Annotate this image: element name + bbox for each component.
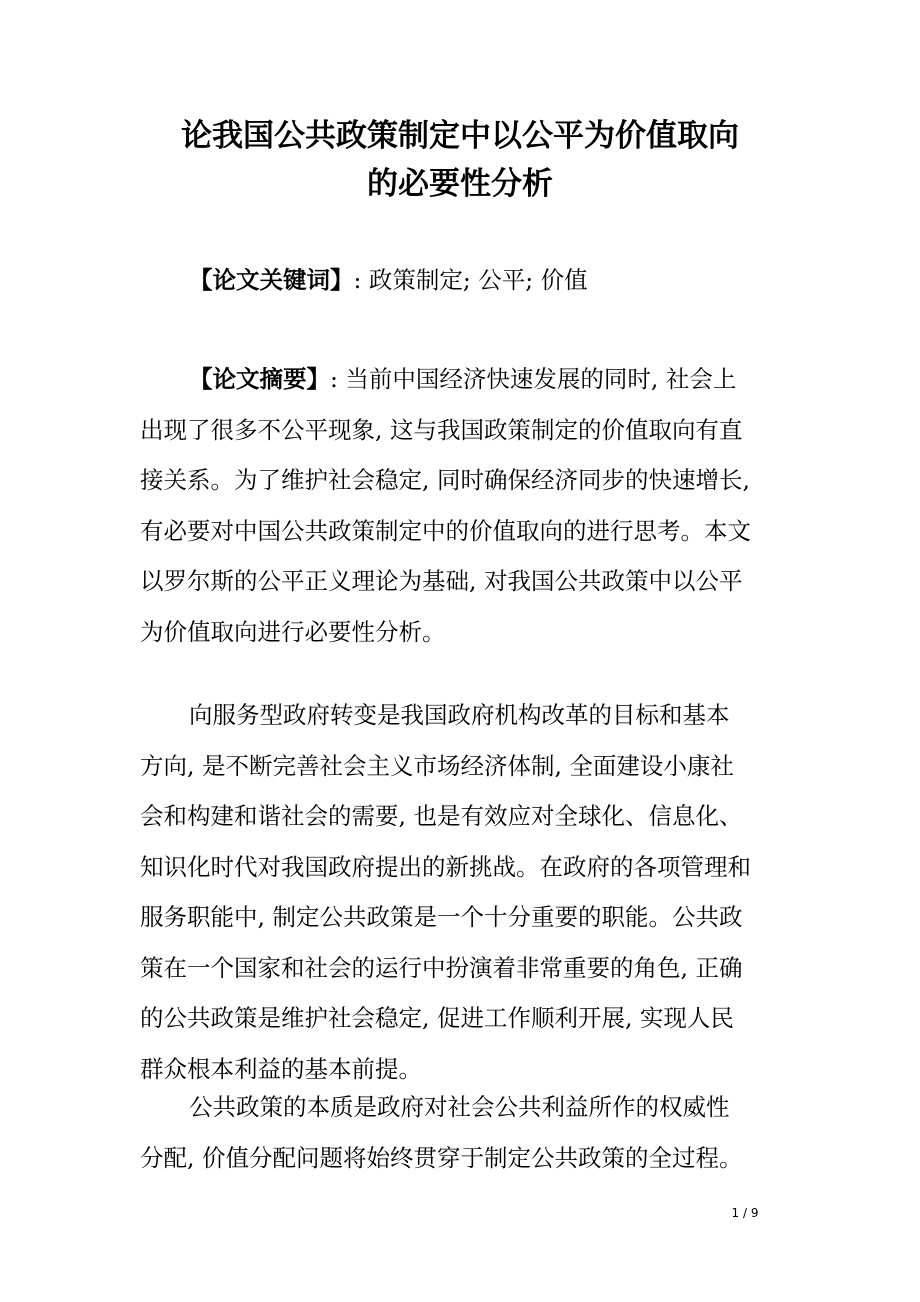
body-paragraph-1: [140, 690, 790, 1094]
title-line-2: 的必要性分析: [367, 166, 553, 202]
abstract-line: 出现了很多不公平现象, 这与我国政策制定的价值取向有直: [140, 415, 743, 444]
body-line: 群众根本利益的基本前提。: [140, 1054, 422, 1083]
abstract-label: 【论文摘要】: [189, 365, 330, 393]
body-line: 方向, 是不断完善社会主义市场经济体制, 全面建设小康社: [140, 751, 734, 780]
keywords-paragraph: [140, 255, 790, 306]
body-line: 向服务型政府转变是我国政府机构改革的目标和基本: [189, 701, 730, 729]
keywords-text: : 政策制定; 公平; 价值: [353, 266, 588, 294]
abstract-first-line: [140, 354, 790, 405]
abstract-line: 接关系。为了维护社会稳定, 同时确保经济同步的快速增长,: [140, 466, 750, 494]
body-line: 公共政策的本质是政府对社会公共利益所作的权威性: [189, 1093, 730, 1121]
body-paragraph-2: [140, 1082, 790, 1183]
document-title: [140, 112, 780, 208]
body-line: 的公共政策是维护社会稳定, 促进工作顺利开展, 实现人民: [140, 1004, 734, 1032]
keywords-line: [140, 255, 790, 306]
body-line: 服务职能中, 制定公共政策是一个十分重要的职能。公共政: [140, 903, 743, 931]
body-line: 分配, 价值分配问题将始终贯穿于制定公共政策的全过程。: [140, 1143, 743, 1172]
abstract-line: 有必要对中国公共政策制定中的价值取向的进行思考。本文: [140, 516, 751, 545]
body-line: 知识化时代对我国政府提出的新挑战。在政府的各项管理和: [140, 852, 751, 881]
abstract-first-text: : 当前中国经济快速发展的同时, 社会上: [330, 365, 737, 393]
body-line: 会和构建和谐社会的需要, 也是有效应对全球化、信息化、: [140, 802, 743, 830]
keywords-label: 【论文关键词】: [189, 266, 354, 294]
page-number: 1 / 9: [731, 1206, 759, 1220]
abstract-line: 以罗尔斯的公平正义理论为基础, 对我国公共政策中以公平: [140, 567, 743, 595]
abstract-paragraph: [140, 354, 790, 657]
abstract-line: 为价值取向进行必要性分析。: [140, 617, 446, 646]
body-line: 策在一个国家和社会的运行中扮演着非常重要的角色, 正确: [140, 953, 743, 982]
title-line-1: 论我国公共政策制定中以公平为价值取向: [181, 118, 739, 154]
